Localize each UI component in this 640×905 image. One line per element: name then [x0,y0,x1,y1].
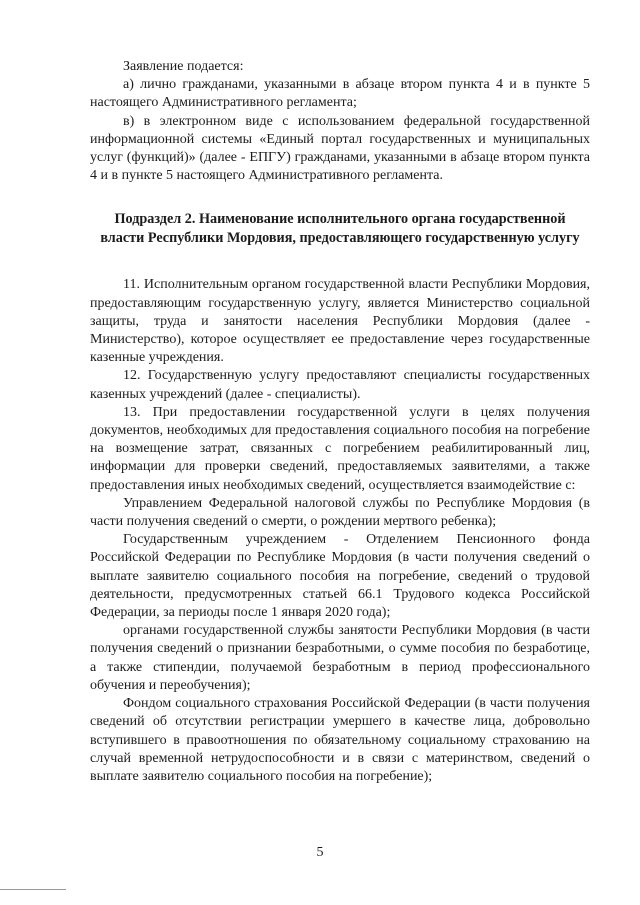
list-item: Государственным учреждением - Отделением Пенсионного фонда Российской Федерации по Республике Мордовия (в части получения сведений о выплате заявителю социального пособия на погребение, сведений о трудовой деятельности, предусмотренных статьей 66.1 Трудового кодекса Российской Федерации, за периоды после 1 января 2020 года); [90,532,590,621]
subsection-heading: Подраздел 2. Наименование исполнительного органа государственной власти Республики Мордовия, предоставляющего государственную услугу [100,211,580,247]
paragraph-12: 12. Государственную услугу предоставляют специалисты государственных казенных учреждений (далее - специалисты). [90,368,590,402]
list-item-b: в) в электронном виде с использованием федеральной государственной информационной системы «Единый портал государственных и муниципальных услуг (функций)» (далее - ЕПГУ) гражданами, указанными в абзаце втором пункта 4 и в пункте 5 настоящего Административного регламента. [90,113,590,184]
intro-text: Заявление подается: [123,59,244,74]
paragraph-13: 13. При предоставлении государственной услуги в целях получения документов, необходимых для предоставления социального пособия на погребение на возмещение затрат, связанных с погребением реабилитированный лиц, информации для проверки сведений, предоставляемых заявителями, а также предоставления иных необходимых сведений, осуществляется взаимодействие с: [90,404,590,493]
page-number: 5 [316,845,324,860]
document-page [90,58,590,786]
list-item-a: а) лично гражданами, указанными в абзаце втором пункта 4 и в пункте 5 настоящего Административного регламента; [90,77,590,111]
list-item: органами государственной службы занятости Республики Мордовия (в части получения сведений о признании безработными, о сумме пособия по безработице, а также стипендии, получаемой безработным в период профессионального обучения и переобучения); [90,623,590,693]
footer-divider [0,889,66,890]
paragraph-11: 11. Исполнительным органом государственной власти Республики Мордовия, предоставляющим государственную услугу, является Министерство социальной защиты, труда и занятости населения Республики Мордовия (далее - Министерство), которое осуществляет ее предоставление через государственные казенные учреждения. [90,277,590,366]
list-item: Управлением Федеральной налоговой службы по Республике Мордовия (в части получения сведений о смерти, о рождении мертвого ребенка); [90,495,590,530]
list-item: Фондом социального страхования Российской Федерации (в части получения сведений об отсутствии регистрации умершего в качестве лица, добровольно вступившего в правоотношения по обязательному социальному страхованию на случай временной нетрудоспособности и в связи с материнством, сведений о выплате заявителю социального пособия на погребение); [90,696,590,784]
